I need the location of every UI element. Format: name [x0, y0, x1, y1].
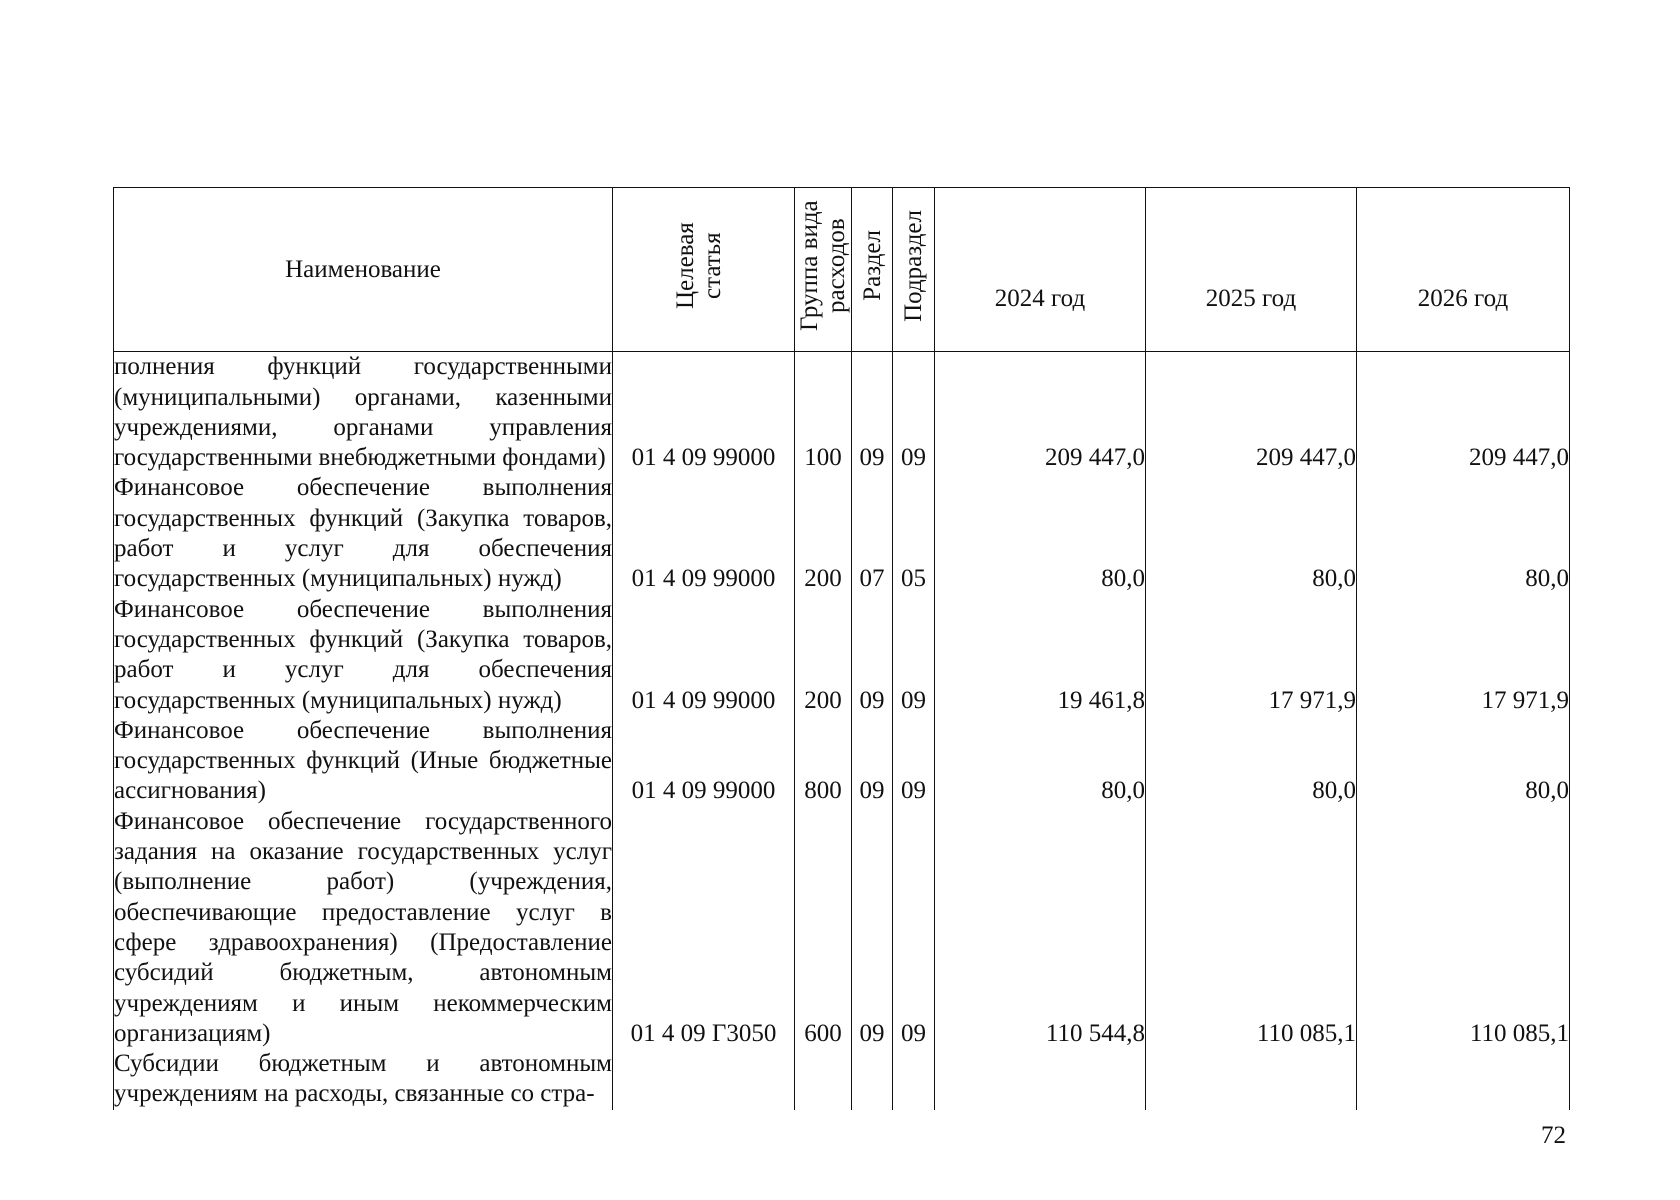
row-value-2026: [1357, 1049, 1570, 1110]
row-subsection: 09: [893, 595, 935, 716]
row-target-article: 01 4 09 99000: [613, 595, 795, 716]
row-value-2024: 110 544,8: [935, 807, 1146, 1049]
row-target-article: 01 4 09 Г3050: [613, 807, 795, 1049]
row-section: 09: [852, 595, 893, 716]
header-subsection-label: Подраздел: [900, 209, 927, 322]
row-subsection: 09: [893, 352, 935, 474]
row-value-2025: 110 085,1: [1146, 807, 1357, 1049]
header-year-2026: 2026 год: [1357, 188, 1570, 352]
row-name: Финансовое обеспечение выполнения государственных функций (Закупка товаров, работ и услуг для обеспечения государственных (муниципальных) нужд): [114, 473, 613, 594]
header-target-article-label: Целевая статья: [671, 222, 726, 309]
page-number: 72: [1541, 1122, 1566, 1149]
table-row: [114, 595, 1570, 716]
header-target-article: [613, 188, 795, 352]
row-name: Финансовое обеспечение государственного задания на оказание государственных услуг (выполнение работ) (учреждения, обеспечивающие предоставление услуг в сфере здравоохранения) (Предоставление субсидий бюджетным, автономным учреждениям и иным некоммерческим организациям): [114, 807, 613, 1049]
row-section: 07: [852, 473, 893, 594]
header-year-2024: 2024 год: [935, 188, 1146, 352]
row-expense-group: 200: [795, 595, 852, 716]
header-subsection: [893, 188, 935, 352]
row-value-2025: 80,0: [1146, 716, 1357, 807]
table-row: [114, 716, 1570, 807]
row-expense-group: [795, 1049, 852, 1110]
table-row: [114, 807, 1570, 1049]
row-value-2025: 17 971,9: [1146, 595, 1357, 716]
header-section: [852, 188, 893, 352]
row-name: Субсидии бюджетным и автономным учреждениям на расходы, связанные со стра-: [114, 1049, 613, 1110]
row-expense-group: 200: [795, 473, 852, 594]
row-value-2024: [935, 1049, 1146, 1110]
row-target-article: 01 4 09 99000: [613, 352, 795, 474]
header-expense-group-label: Группа вида расходов: [796, 200, 850, 331]
row-subsection: 05: [893, 473, 935, 594]
row-name: Финансовое обеспечение выполнения государственных функций (Иные бюджетные ассигнования): [114, 716, 613, 807]
row-value-2026: 209 447,0: [1357, 352, 1570, 474]
header-expense-group: [795, 188, 852, 352]
header-name: Наименование: [114, 188, 613, 352]
row-value-2025: [1146, 1049, 1357, 1110]
row-target-article: 01 4 09 99000: [613, 473, 795, 594]
row-expense-group: 100: [795, 352, 852, 474]
row-target-article: [613, 1049, 795, 1110]
row-subsection: 09: [893, 807, 935, 1049]
row-value-2026: 110 085,1: [1357, 807, 1570, 1049]
row-section: 09: [852, 716, 893, 807]
row-expense-group: 600: [795, 807, 852, 1049]
row-expense-group: 800: [795, 716, 852, 807]
budget-table: [113, 187, 1570, 1110]
table-row: [114, 352, 1570, 474]
row-value-2024: 80,0: [935, 716, 1146, 807]
row-target-article: 01 4 09 99000: [613, 716, 795, 807]
row-section: 09: [852, 807, 893, 1049]
row-value-2026: 17 971,9: [1357, 595, 1570, 716]
table-header-row: [114, 188, 1570, 352]
row-name: полнения функций государственными (муниципальными) органами, казенными учреждениями, органами управления государственными внебюджетными фондами): [114, 352, 613, 474]
row-value-2025: 209 447,0: [1146, 352, 1357, 474]
row-section: 09: [852, 352, 893, 474]
header-year-2025: 2025 год: [1146, 188, 1357, 352]
row-value-2025: 80,0: [1146, 473, 1357, 594]
table-row: [114, 1049, 1570, 1110]
row-name: Финансовое обеспечение выполнения государственных функций (Закупка товаров, работ и услуг для обеспечения государственных (муниципальных) нужд): [114, 595, 613, 716]
header-section-label: Раздел: [858, 230, 886, 301]
row-value-2026: 80,0: [1357, 716, 1570, 807]
row-value-2024: 209 447,0: [935, 352, 1146, 474]
row-value-2024: 80,0: [935, 473, 1146, 594]
row-subsection: [893, 1049, 935, 1110]
row-section: [852, 1049, 893, 1110]
row-value-2024: 19 461,8: [935, 595, 1146, 716]
row-subsection: 09: [893, 716, 935, 807]
row-value-2026: 80,0: [1357, 473, 1570, 594]
table-row: [114, 473, 1570, 594]
